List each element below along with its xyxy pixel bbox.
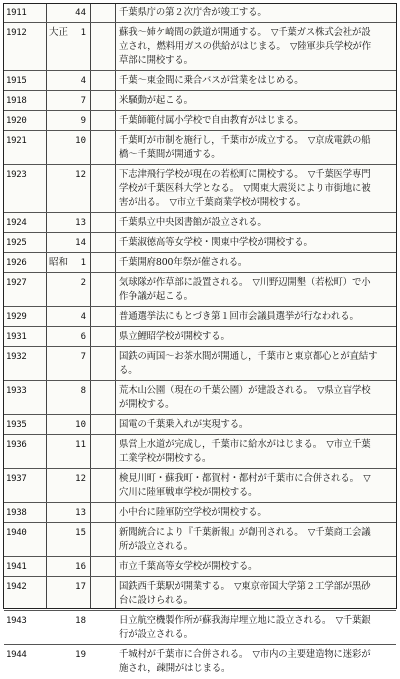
event-line: 橋～千葉間が開通する。 <box>119 149 221 160</box>
table-row <box>4 470 396 503</box>
event-line: 国鉄西千葉駅が開業する。 ▽東京帝国大学第２工学部が黒砂 <box>119 581 371 592</box>
event-line: 市立千葉高等女学校が開校する。 <box>119 561 258 572</box>
table-row <box>4 308 396 327</box>
year-cell: 1921 <box>6 136 27 146</box>
table-row <box>4 382 396 415</box>
table-row <box>4 112 396 131</box>
event-line: 行が設立される。 <box>119 629 193 640</box>
table-row <box>4 436 396 469</box>
era-name-cell: 昭和 <box>49 257 69 268</box>
year-cell: 1911 <box>6 8 27 18</box>
era-year-cell: 6 <box>80 332 86 342</box>
table-row <box>4 166 396 213</box>
event-line: 小中台に陸軍防空学校が開校する。 <box>119 507 267 518</box>
events-cell <box>119 134 393 162</box>
event-line: 千葉県庁の第２次庁舎が竣工する。 <box>119 7 267 18</box>
events-cell <box>119 114 393 128</box>
year-cell: 1932 <box>6 352 27 362</box>
events-cell <box>119 350 393 378</box>
event-line: 穴川に陸軍戦車学校が開校する。 <box>119 487 258 498</box>
era-year-cell: 15 <box>75 528 86 538</box>
table-row <box>4 24 396 71</box>
event-line: 荒木山公園（現在の千葉公園）が建設される。 ▽県立盲学校 <box>119 385 371 396</box>
era-year-cell: 1 <box>80 258 86 268</box>
event-line: 施され，疎開がはじまる。 <box>119 663 231 674</box>
era-year-cell: 10 <box>75 136 86 146</box>
era-year-cell: 12 <box>75 170 86 180</box>
event-line: る。 <box>119 365 138 376</box>
era-year-cell: 13 <box>75 508 86 518</box>
event-line: が開校する。 <box>119 399 175 410</box>
event-line: 米騒動が起こる。 <box>119 95 193 106</box>
era-year-cell: 7 <box>80 96 86 106</box>
year-cell: 1937 <box>6 474 27 484</box>
event-line: 千葉県立中央図書館が設立される。 <box>119 217 267 228</box>
table-row <box>4 214 396 233</box>
events-cell <box>119 526 393 554</box>
year-cell: 1915 <box>6 76 27 86</box>
events-cell <box>119 310 393 324</box>
events-cell <box>119 216 393 230</box>
event-line: 県立鯉昭学校が開校する。 <box>119 331 230 342</box>
year-cell: 1925 <box>6 238 27 248</box>
era-year-cell: 10 <box>75 420 86 430</box>
era-year-cell: 8 <box>80 386 86 396</box>
events-cell <box>119 74 393 88</box>
year-cell: 1923 <box>6 170 27 180</box>
event-line: 作争議が起こる。 <box>119 291 193 302</box>
table-row <box>4 72 396 91</box>
table-row <box>4 348 396 381</box>
year-cell: 1912 <box>6 28 27 38</box>
event-line: 新聞統合により『千葉新報』が創刊される。 ▽千葉商工会議 <box>119 527 371 538</box>
year-cell: 1918 <box>6 96 27 106</box>
event-line: 台に設けられる。 <box>119 595 193 606</box>
era-year-cell: 9 <box>80 116 86 126</box>
year-cell: 1929 <box>6 312 27 322</box>
era-year-cell: 17 <box>75 582 86 592</box>
table-row <box>4 92 396 111</box>
events-cell <box>119 580 393 608</box>
table-row <box>4 274 396 307</box>
event-line: 日立航空機製作所が蘇我海岸埋立地に設立される。 ▽千葉銀 <box>119 615 371 626</box>
year-cell: 1931 <box>6 332 27 342</box>
era-year-cell: 14 <box>75 238 86 248</box>
event-line: 千葉～東金間に乗合バスが営業をはじめる。 <box>119 75 304 86</box>
era-year-cell: 18 <box>75 616 86 626</box>
table-row <box>4 646 396 679</box>
events-cell <box>119 256 393 270</box>
era-year-cell: 11 <box>75 440 86 450</box>
events-cell <box>119 6 393 20</box>
table-row <box>4 524 396 557</box>
year-cell: 1938 <box>6 508 27 518</box>
era-year-cell: 1 <box>80 28 86 38</box>
events-cell <box>119 418 393 432</box>
era-year-cell: 44 <box>75 8 86 18</box>
events-cell <box>119 560 393 574</box>
era-year-cell: 4 <box>80 76 86 86</box>
table-row <box>4 234 396 253</box>
table-row <box>4 4 396 23</box>
event-line: 害が出る。 ▽市立千葉商業学校が開校する。 <box>119 197 306 208</box>
era-year-cell: 19 <box>75 650 86 660</box>
events-cell <box>119 330 393 344</box>
events-cell <box>119 506 393 520</box>
event-line: 千葉開府800年祭が催される。 <box>119 257 248 268</box>
event-line: 下志津飛行学校が現在の若松町に開校する。 ▽千葉医学専門 <box>119 169 371 180</box>
event-line: 気球隊が作草部に設置される。 ▽川野辺開墾（若松町）で小 <box>119 277 371 288</box>
year-cell: 1944 <box>6 650 27 660</box>
event-line: 千葉淑徳高等女学校・関東中学校が開校する。 <box>119 237 313 248</box>
events-cell <box>119 384 393 412</box>
year-cell: 1935 <box>6 420 27 430</box>
event-line: 検見川町・蘇我町・都賀村・都村が千葉市に合併される。 ▽ <box>119 473 371 484</box>
era-name-cell: 大正 <box>49 27 69 38</box>
table-row <box>4 328 396 347</box>
year-cell: 1926 <box>6 258 27 268</box>
era-year-cell: 7 <box>80 352 86 362</box>
table-row <box>4 612 396 645</box>
event-line: 立され，燃料用ガスの供給がはじまる。 ▽陸軍歩兵学校が作 <box>119 41 372 52</box>
year-cell: 1933 <box>6 386 27 396</box>
year-cell: 1927 <box>6 278 27 288</box>
events-cell <box>119 26 393 68</box>
events-cell <box>119 614 393 642</box>
events-cell <box>119 648 393 676</box>
event-line: 工業学校が開校する。 <box>119 453 212 464</box>
table-row <box>4 558 396 577</box>
table-row <box>4 254 396 273</box>
table-row <box>4 578 396 611</box>
events-cell <box>119 168 393 210</box>
event-line: 普通選挙法にもとづき第１回市会議員選挙が行なわれる。 <box>119 311 359 322</box>
events-cell <box>119 276 393 304</box>
event-line: 国鉄の両国～お茶水間が開通し，千葉市と東京都心とが直結す <box>119 351 378 362</box>
table-row <box>4 504 396 523</box>
events-cell <box>119 472 393 500</box>
events-cell <box>119 236 393 250</box>
event-line: 千葉町が市制を施行し，千葉市が成立する。 ▽京成電鉄の船 <box>119 135 371 146</box>
event-line: 蘇我～姉ケ崎間の鉄道が開通する。 ▽千葉ガス株式会社が設 <box>119 27 371 38</box>
year-cell: 1943 <box>6 616 27 626</box>
era-year-cell: 13 <box>75 218 86 228</box>
era-year-cell: 4 <box>80 312 86 322</box>
event-line: 千葉師範付属小学校で自由教育がはじまる。 <box>119 115 304 126</box>
era-year-cell: 2 <box>80 278 86 288</box>
table-row <box>4 416 396 435</box>
year-cell: 1920 <box>6 116 27 126</box>
event-line: 学校が千葉医科大学となる。 ▽関東大震災により市街地に被 <box>119 183 371 194</box>
year-cell: 1936 <box>6 440 27 450</box>
events-cell <box>119 94 393 108</box>
year-cell: 1941 <box>6 562 27 572</box>
year-cell: 1940 <box>6 528 27 538</box>
event-line: 千城村が千葉市に合併される。 ▽市内の主要建造物に迷彩が <box>119 649 371 660</box>
event-line: 草部に開校する。 <box>119 55 193 66</box>
events-cell <box>119 438 393 466</box>
chronology-table <box>3 3 397 674</box>
era-year-cell: 12 <box>75 474 86 484</box>
event-line: 国電の千葉乗入れが実現する。 <box>119 419 249 430</box>
year-cell: 1942 <box>6 582 27 592</box>
era-year-cell: 16 <box>75 562 86 572</box>
year-cell: 1924 <box>6 218 27 228</box>
event-line: 所が設立される。 <box>119 541 193 552</box>
event-line: 県営上水道が完成し，千葉市に給水がはじまる。 ▽市立千葉 <box>119 439 371 450</box>
table-row <box>4 132 396 165</box>
